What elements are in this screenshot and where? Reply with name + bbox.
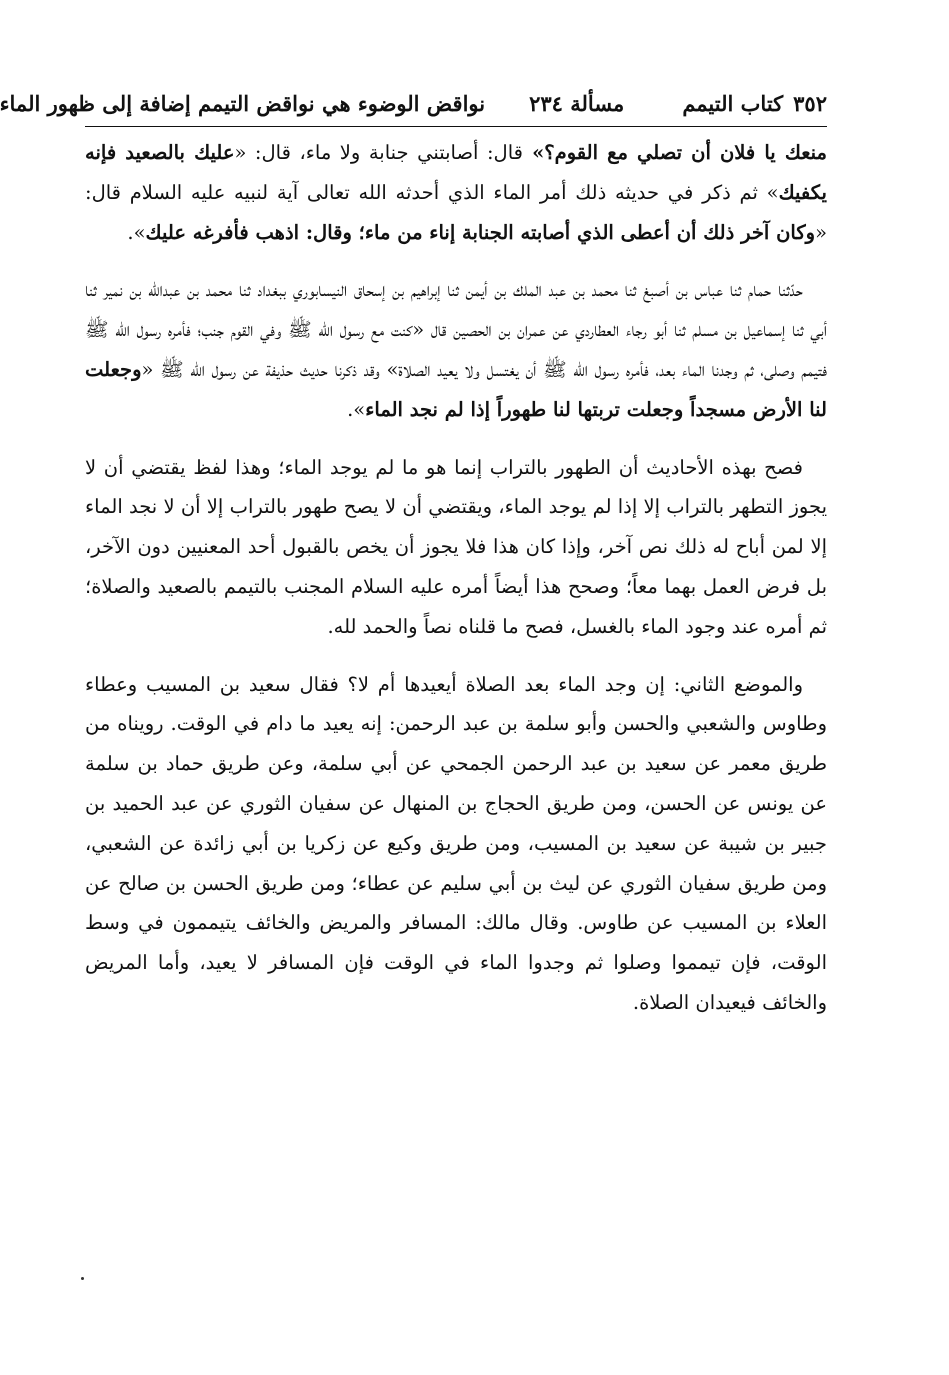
bold-text-segment: عليك بالصعيد فإنه يكفيك bbox=[85, 141, 827, 204]
bold-text-segment: وجعلت لنا الأرض مسجداً وجعلت تربتها لنا طهوراً إذا لم نجد الماء bbox=[85, 357, 827, 421]
book-title: كتاب التيمم bbox=[682, 91, 784, 116]
book-page bbox=[0, 88, 827, 1348]
paragraph bbox=[85, 270, 827, 429]
paragraph bbox=[85, 448, 827, 647]
text-segment: قال: أصابتني جنابة ولا ماء، قال: « bbox=[234, 141, 523, 164]
text-segment: ». bbox=[347, 397, 366, 421]
stray-mark bbox=[81, 1277, 84, 1280]
issue-number: مسألة ٢٣٤ bbox=[529, 91, 625, 116]
bold-text-segment: منعك يا فلان أن تصلي مع القوم؟» bbox=[522, 141, 827, 164]
text-segment: فصح بهذه الأحاديث أن الطهور بالتراب إنما هو ما لم يوجد الماء؛ وهذا لفظ يقتضي أن لا يجوز التطهر بالتراب إلا إذا لم يوجد الماء، ويقتضي أن لا يصح طهور بالتراب إلا أن لا نجد الماء إلا لمن أباح له ذلك نص آخر، وإذا كان هذا فلا يجوز أن يخص بالقبول أحد المعنيين دون الآخر، بل فرض العمل بهما معاً؛ وصحح هذا أيضاً أمره عليه السلام المجنب بالتيمم بالصعيد والصلاة؛ ثم أمره عند وجود الماء بالغسل، فصح ما قلناه نصاً والحمد لله. bbox=[85, 455, 827, 638]
text-segment: حدّثنا حمام ثنا عباس بن أصبغ ثنا محمد بن عبد الملك بن أيمن ثنا إبراهيم بن إسحاق النيسابوري ببغداد ثنا محمد بن عبدالله بن نمير ثنا أبي ثنا إسماعيل بن مسلم ثنا أبو رجاء العطاردي عن عمران بن الحصين قال «كنت مع رسول الله ﷺ وفي القوم جنب؛ فأمره رسول الله ﷺ فتيمم وصلى، ثم وجدنا الماء بعد، فأمره رسول الله ﷺ أن يغتسل ولا يعيد الصلاة» وقد ذكرنا حديث حذيفة عن رسول الله ﷺ « bbox=[85, 278, 827, 381]
page-number: ٣٥٢ bbox=[793, 91, 827, 116]
text-segment: » ثم ذكر في حديثه ذلك أمر الماء الذي أحدثه الله تعالى آية لنبيه عليه السلام قال: « bbox=[85, 180, 827, 244]
running-header bbox=[0, 88, 827, 127]
text-segment: والموضع الثاني: إن وجد الماء بعد الصلاة أيعيدها أم لا؟ فقال سعيد بن المسيب وعطاء وطاوس والشعبي والحسن وأبو سلمة بن عبد الرحمن: إنه يعيد ما دام في الوقت. رويناه من طريق معمر عن سعيد بن عبد الرحمن الجمحي عن أبي سلمة، وعن طريق حماد بن سلمة عن يونس عن الحسن، ومن طريق الحجاج بن المنهال عن سفيان الثوري عن عبد الحميد بن جبير بن شيبة عن سعيد بن المسيب، ومن طريق وكيع عن زكريا بن أبي زائدة عن الشعبي، ومن طريق سفيان الثوري عن ليث بن أبي سليم عن عطاء؛ ومن طريق الحسن بن صالح عن العلاء بن المسيب عن طاوس. وقال مالك: المسافر والمريض والخائف يتيممون في وسط الوقت، فإن تيمموا وصلوا ثم وجدوا الماء في الوقت فإن المسافر لا يعيد، وأما المريض والخائف فيعيدان الصلاة. bbox=[85, 672, 827, 1014]
body-text bbox=[85, 133, 827, 1023]
paragraph bbox=[85, 665, 827, 1023]
paragraph bbox=[85, 133, 827, 252]
text-segment: ». bbox=[127, 220, 146, 244]
issue-title: نواقض الوضوء هي نواقض التيمم إضافة إلى ظهور الماء bbox=[0, 91, 486, 116]
bold-text-segment: وكان آخر ذلك أن أعطى الذي أصابته الجنابة إناء من ماء؛ وقال: اذهب فأفرغه عليك bbox=[145, 220, 816, 244]
